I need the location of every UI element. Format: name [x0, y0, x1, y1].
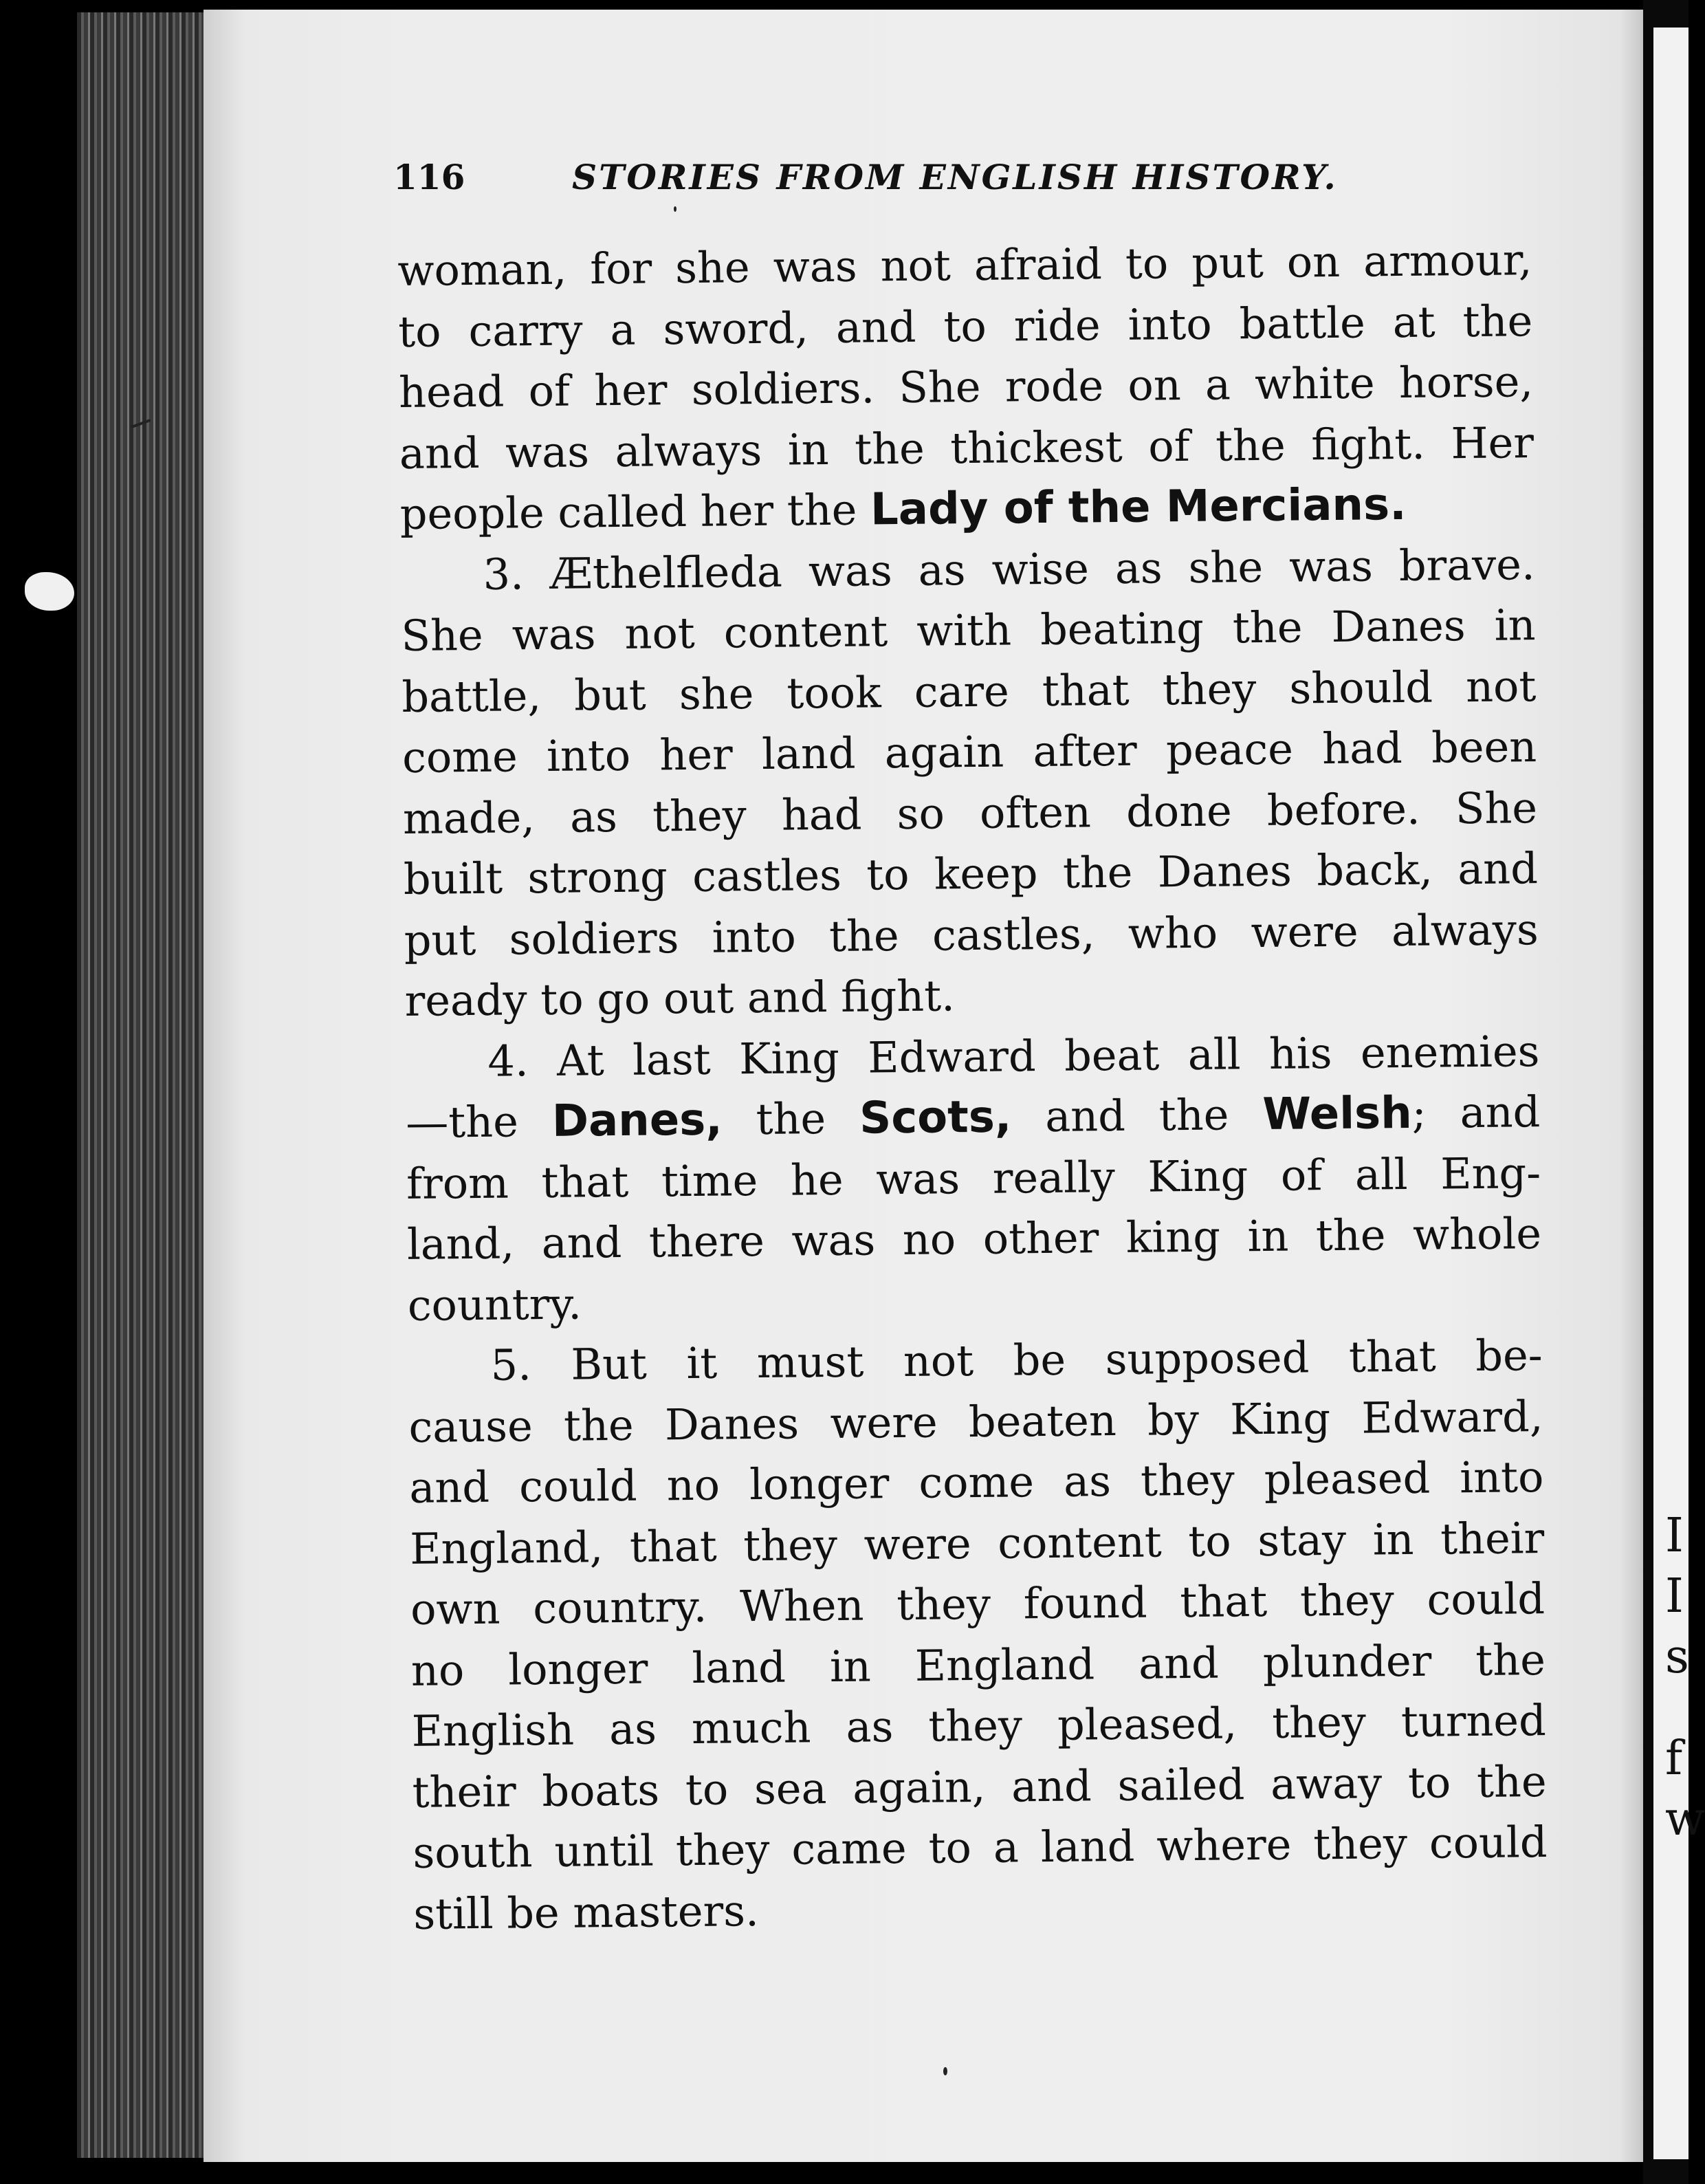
- text-line: put soldiers into the castles, who were always: [404, 904, 1539, 965]
- line-text: ; and: [1411, 1086, 1541, 1138]
- text-line: head of her soldiers. She rode on a white horse,: [398, 356, 1534, 417]
- text-line: no longer land in England and plunder the: [410, 1634, 1546, 1696]
- line-text: and the: [1044, 1089, 1229, 1142]
- text-line: built strong castles to keep the Danes back, and: [403, 843, 1539, 904]
- running-head: [393, 157, 1383, 197]
- text-line: She was not content with beating the Danes in: [401, 600, 1536, 661]
- neighbor-letter: I: [1665, 1509, 1684, 1563]
- text-line: made, as they had so often done before. She: [402, 782, 1538, 844]
- text-line: England, that they were content to stay in their: [409, 1512, 1545, 1574]
- text-line: English as much as they pleased, they turned: [411, 1695, 1547, 1756]
- scan-speck: [674, 206, 676, 212]
- text-line: their boats to sea again, and sailed away to the: [412, 1756, 1547, 1817]
- bold-word-welsh: Welsh: [1262, 1087, 1413, 1140]
- text-line: from that time he was really King of all Eng-: [406, 1147, 1541, 1209]
- bold-word-danes: Danes,: [551, 1094, 723, 1147]
- scan-speck: [943, 2067, 947, 2075]
- text-line: country.: [407, 1278, 582, 1331]
- text-line: come into her land again after peace had been: [402, 721, 1537, 783]
- paragraph-3-start: 3. Æthelfleda was as wise as she was brave.: [483, 538, 1535, 600]
- line-text: —the: [405, 1096, 519, 1148]
- text-line: cause the Danes were beaten by King Edward,: [408, 1390, 1543, 1452]
- text-line: and was always in the thickest of the fight. Her: [399, 417, 1534, 479]
- page-number: 116: [393, 157, 465, 197]
- paragraph-4-start: 4. At last King Edward beat all his enemies: [487, 1025, 1540, 1086]
- scan-blemish: [25, 572, 74, 611]
- text-line: own country. When they found that they could: [410, 1573, 1546, 1635]
- bold-word-scots: Scots,: [859, 1091, 1012, 1144]
- neighbor-letter: s: [1665, 1630, 1689, 1684]
- text-line: battle, but she took care that they should not: [402, 660, 1537, 722]
- page-stack-edge: [77, 12, 214, 2158]
- text-line: still be masters.: [413, 1885, 760, 1939]
- text-line-with-emphasis: [406, 1082, 1541, 1153]
- text-line: to carry a sword, and to ride into battle at the: [397, 295, 1533, 357]
- neighbor-letter: f: [1665, 1732, 1683, 1786]
- body-text: [397, 230, 1548, 1945]
- text-line: land, and there was no other king in the whole: [406, 1208, 1542, 1269]
- text-line: and could no longer come as they pleased into: [409, 1452, 1544, 1513]
- neighbor-letter: I: [1665, 1569, 1684, 1624]
- text-line: south until they came to a land where they could: [412, 1817, 1548, 1878]
- line-text: people called her the: [399, 484, 857, 539]
- neighbor-page-text: [1665, 1506, 1705, 1850]
- paragraph-5-start: 5. But it must not be supposed that be-: [490, 1330, 1543, 1390]
- bold-phrase-lady-of-the-mercians: Lady of the Mercians.: [870, 479, 1407, 536]
- text-line: [399, 473, 1534, 545]
- line-text: the: [756, 1093, 826, 1145]
- text-line: woman, for she was not afraid to put on armour,: [397, 234, 1532, 296]
- neighbor-letter: w: [1665, 1792, 1705, 1846]
- text-line: ready to go out and fight.: [404, 970, 956, 1026]
- book-title: STORIES FROM ENGLISH HISTORY.: [572, 157, 1338, 197]
